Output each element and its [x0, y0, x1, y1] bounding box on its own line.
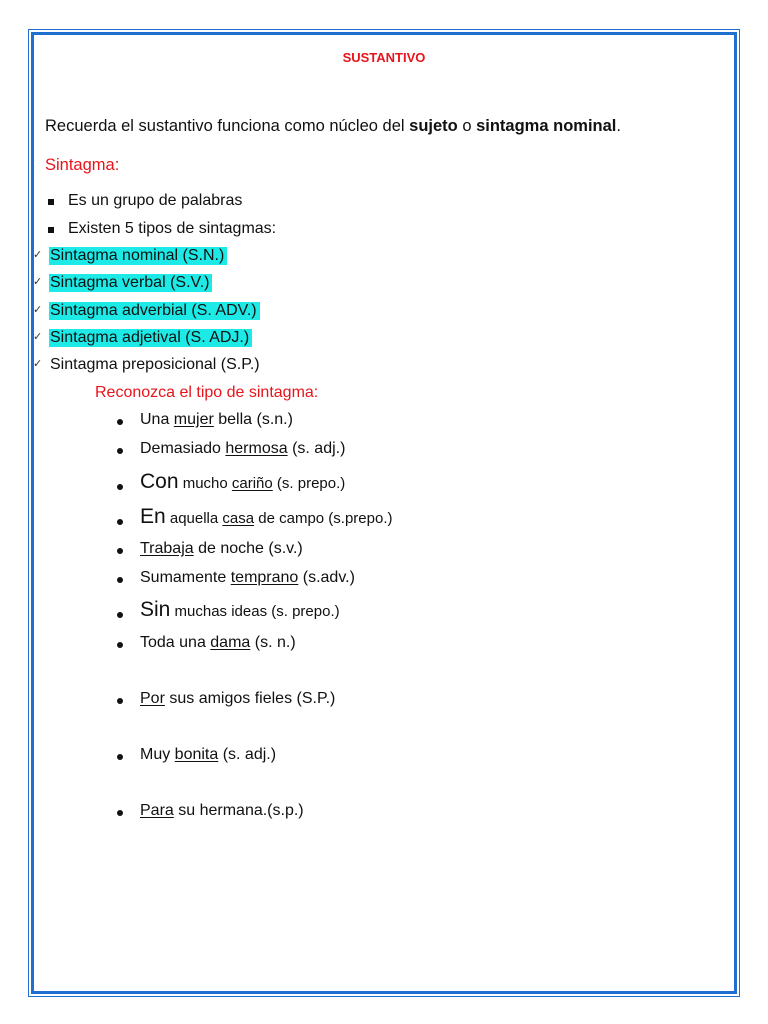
example-underlined-word: dama — [210, 634, 251, 651]
bullet-dot-icon — [117, 754, 123, 760]
tipo-sintagma-adverbial: Sintagma adverbial (S. ADV.) — [49, 302, 260, 320]
checkmark-icon: ✓ — [33, 276, 43, 288]
page-title: SUSTANTIVO — [342, 50, 426, 65]
bullet-text: Es un grupo de palabras — [68, 192, 243, 209]
sintagma-heading: Sintagma: — [45, 156, 120, 174]
bullet-dot-icon — [117, 577, 123, 583]
intro-bold-sujeto: sujeto — [409, 117, 458, 135]
bullet-dot-icon — [117, 548, 123, 554]
intro-sentence — [45, 117, 621, 136]
intro-text-1: Recuerda el sustantivo funciona como núcleo del — [45, 117, 410, 135]
example-label: (s.adv.) — [298, 569, 355, 586]
tipo-sintagma-verbal: Sintagma verbal (S.V.) — [49, 274, 212, 292]
example-text: Toda una — [140, 634, 211, 651]
square-bullet-icon — [48, 199, 54, 205]
checkmark-icon: ✓ — [33, 358, 43, 370]
example-text: aquella — [165, 510, 223, 527]
intro-bold-sintagma-nominal: sintagma nominal — [476, 117, 617, 135]
checkmark-icon: ✓ — [33, 304, 43, 316]
tipo-sintagma-adjetival: Sintagma adjetival (S. ADJ.) — [49, 329, 252, 347]
example-label: su hermana.(s.p.) — [173, 802, 304, 819]
example-label: muchas ideas (s. prepo.) — [170, 603, 340, 620]
bullet-dot-icon — [117, 642, 123, 648]
example-label: (s. n.) — [250, 634, 296, 651]
example-text: Una — [140, 411, 174, 428]
checkmark-icon: ✓ — [33, 249, 43, 261]
example-underlined-word: casa — [222, 510, 255, 527]
bullet-dot-icon — [117, 484, 123, 490]
example-label: de noche (s.v.) — [193, 540, 303, 557]
example-label: (s. prepo.) — [272, 475, 346, 492]
intro-text-2: o — [457, 117, 477, 135]
tipo-sintagma-preposicional: Sintagma preposicional (S.P.) — [50, 356, 260, 373]
example-underlined-word: temprano — [230, 569, 299, 586]
example-text: mucho — [178, 475, 232, 492]
intro-text-3: . — [616, 117, 621, 135]
example-preposition: En — [140, 505, 166, 528]
example-underlined-word: cariño — [231, 475, 273, 492]
example-label: de campo (s.prepo.) — [254, 510, 393, 527]
example-underlined-word: Para — [140, 802, 174, 819]
example-underlined-word: bonita — [174, 746, 219, 763]
example-text: Muy — [140, 746, 175, 763]
bullet-dot-icon — [117, 519, 123, 525]
bullet-dot-icon — [117, 448, 123, 454]
example-underlined-word: hermosa — [225, 440, 288, 457]
bullet-text: Existen 5 tipos de sintagmas: — [68, 220, 277, 237]
example-preposition: Con — [140, 470, 179, 493]
example-underlined-word: mujer — [173, 411, 214, 428]
bullet-dot-icon — [117, 419, 123, 425]
example-label: (s. adj.) — [287, 440, 346, 457]
example-text: Sumamente — [140, 569, 231, 586]
bullet-dot-icon — [117, 810, 123, 816]
example-preposition: Sin — [140, 598, 171, 621]
example-underlined-word: Trabaja — [140, 540, 194, 557]
example-underlined-word: Por — [140, 690, 165, 707]
example-label: sus amigos fieles (S.P.) — [164, 690, 336, 707]
example-text: Demasiado — [140, 440, 226, 457]
checkmark-icon: ✓ — [33, 331, 43, 343]
tipo-sintagma-nominal: Sintagma nominal (S.N.) — [49, 247, 227, 265]
reconozca-heading: Reconozca el tipo de sintagma: — [95, 384, 319, 401]
square-bullet-icon — [48, 227, 54, 233]
bullet-dot-icon — [117, 612, 123, 618]
example-label: bella (s.n.) — [213, 411, 293, 428]
example-label: (s. adj.) — [218, 746, 277, 763]
bullet-dot-icon — [117, 698, 123, 704]
